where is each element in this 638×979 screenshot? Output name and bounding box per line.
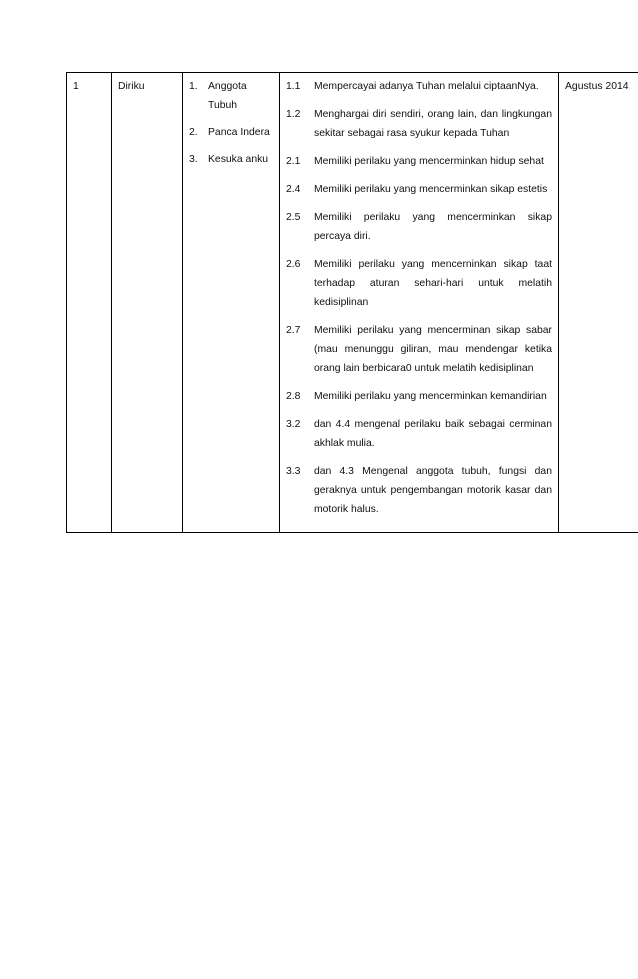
competency-list [286, 77, 552, 532]
subtheme-number: 3. [189, 154, 198, 165]
competency-item [286, 152, 552, 171]
subtheme-label: Kesuka anku [208, 154, 269, 165]
subtheme-number: 2. [189, 127, 198, 138]
theme-label: Diriku [118, 81, 145, 92]
competency-text: Memiliki perilaku yang mencerminkan hidup sehat [314, 156, 544, 167]
competency-text: Memiliki perilaku yang mencerminkan kemandirian [314, 391, 547, 402]
competency-text: Memiliki perilaku yang mencerminan sikap sabar (mau menunggu giliran, mau mendengar ketika orang lain berbicara0 untuk melatih kedisiplinan [314, 325, 552, 374]
competency-text: Memiliki perilaku yang mencerninkan sikap taat terhadap aturan sehari-hari untuk melatih kedisiplinan [314, 259, 552, 308]
competency-number: 2.1 [286, 156, 301, 167]
competency-number: 2.7 [286, 325, 301, 336]
subtheme-item [189, 150, 273, 169]
row-number-cell [67, 73, 112, 533]
competency-number: 2.8 [286, 391, 301, 402]
competency-text: dan 4.4 mengenal perilaku baik sebagai cerminan akhlak mulia. [314, 419, 552, 449]
competency-number: 2.4 [286, 184, 301, 195]
competency-number: 1.1 [286, 81, 301, 92]
competency-number: 3.3 [286, 466, 301, 477]
competency-text: dan 4.3 Mengenal anggota tubuh, fungsi dan geraknya untuk pengembangan motorik kasar dan motorik halus. [314, 466, 552, 515]
competency-cell [280, 73, 559, 533]
table-row [67, 73, 638, 533]
competency-item [286, 208, 552, 246]
time-label: Agustus 2014 [565, 81, 629, 92]
competency-item [286, 462, 552, 519]
competency-text: Mempercayai adanya Tuhan melalui ciptaanNya. [314, 81, 539, 92]
competency-number: 2.6 [286, 259, 301, 270]
subtheme-item [189, 77, 273, 115]
subtheme-number: 1. [189, 81, 198, 92]
competency-number: 3.2 [286, 419, 301, 430]
competency-text: Memiliki perilaku yang mencerminkan sikap percaya diri. [314, 212, 552, 242]
competency-text: Memiliki perilaku yang mencerminkan sikap estetis [314, 184, 548, 195]
competency-item [286, 415, 552, 453]
theme-cell [112, 73, 183, 533]
subtheme-label: Anggota Tubuh [208, 81, 247, 111]
row-number: 1 [73, 81, 79, 92]
time-cell [559, 73, 638, 533]
competency-item [286, 105, 552, 143]
subtheme-label: Panca Indera [208, 127, 270, 138]
subtheme-item [189, 123, 273, 142]
competency-item [286, 255, 552, 312]
competency-number: 2.5 [286, 212, 301, 223]
competency-text: Menghargai diri sendiri, orang lain, dan lingkungan sekitar sebagai rasa syukur kepada Tuhan [314, 109, 552, 139]
competency-item [286, 180, 552, 199]
competency-item [286, 321, 552, 378]
competency-number: 1.2 [286, 109, 301, 120]
competency-item [286, 387, 552, 406]
subtheme-cell [183, 73, 280, 533]
competency-item [286, 77, 552, 96]
curriculum-table [66, 72, 638, 533]
